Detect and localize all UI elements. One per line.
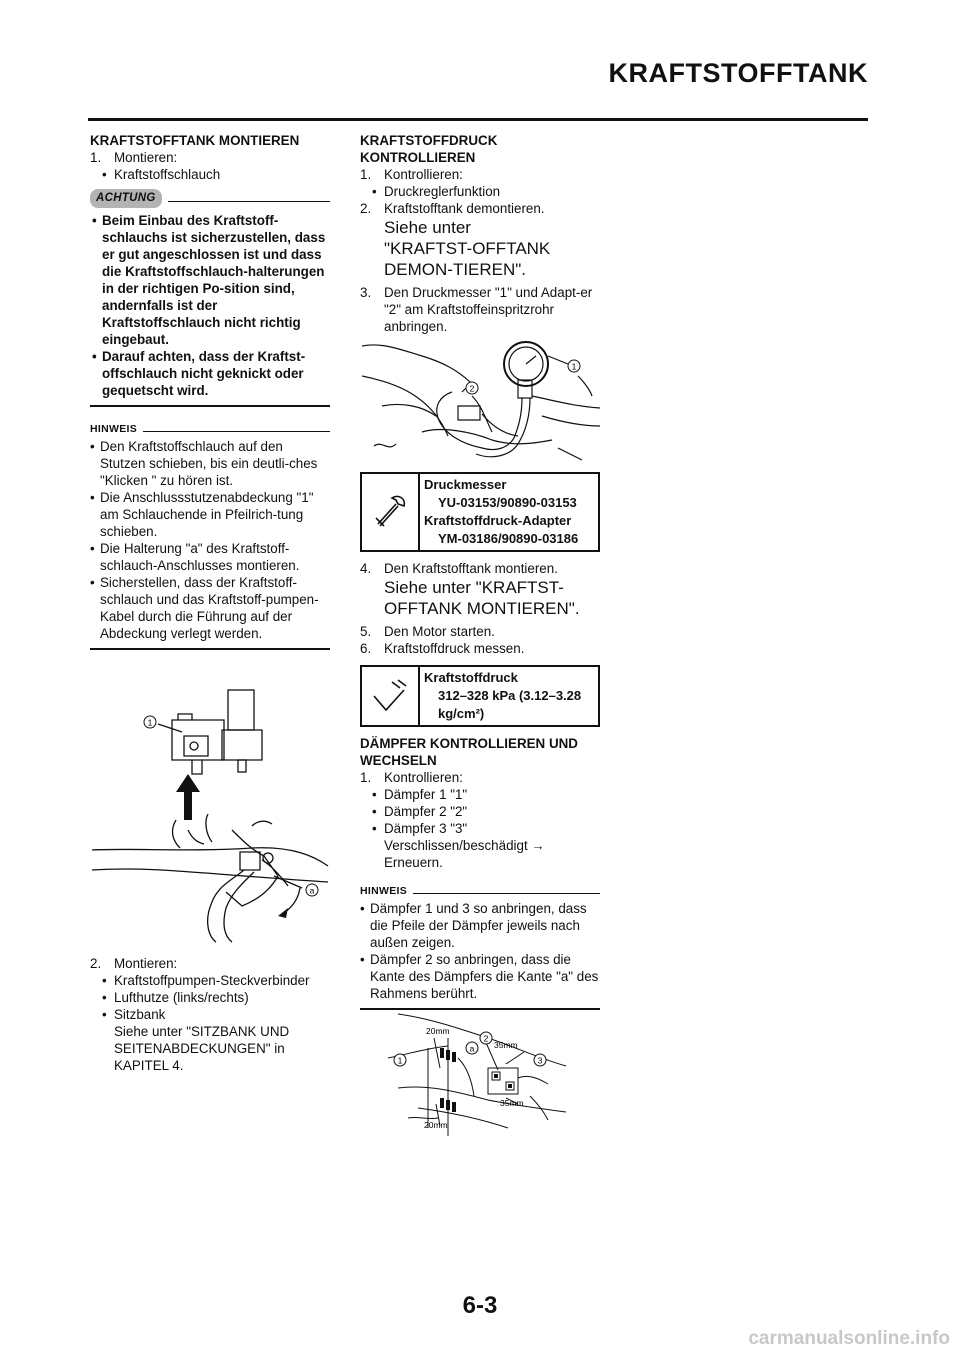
step-text: Den Druckmesser "1" und Adapt-er "2" am Kraftstoffeinspritzrohr anbringen. xyxy=(384,285,593,334)
divider xyxy=(143,431,330,433)
note-header xyxy=(360,883,600,900)
figure-label-2: 2 xyxy=(469,383,475,394)
step xyxy=(360,623,600,640)
section-heading: KRAFTSTOFFDRUCK KONTROLLIEREN xyxy=(360,133,498,165)
warning-item: • Beim Einbau des Kraftstoff-schlauchs ist sicherzustellen, dass er gut angeschlossen ist und dass die Kraftstoffschlauch-halterungen in der richtigen Po-sition sind, andernfalls ist der Kraftstoffschlauch nicht richtig eingebaut. xyxy=(92,212,330,348)
step xyxy=(360,284,600,335)
note-item: • Dämpfer 2 so anbringen, dass die Kante des Dämpfers die Kante "a" des Rahmens berührt. xyxy=(360,951,600,1002)
note-item: • Dämpfer 1 und 3 so anbringen, dass die Pfeile der Dämpfer jeweils nach außen zeigen. xyxy=(360,900,600,951)
step-text: Kraftstofftank demontieren. xyxy=(384,201,545,216)
divider xyxy=(413,893,600,895)
step-number: 4. xyxy=(360,561,372,576)
note-item: • Sicherstellen, dass der Kraftstoff-schlauch und das Kraftstoff-pumpen-Kabel durch die Führung auf der Abdeckung verlegt werden. xyxy=(90,574,330,642)
figure-label-1: 1 xyxy=(147,717,153,728)
page-number: 6-3 xyxy=(462,1292,498,1319)
dimension-label: 35mm xyxy=(494,1040,518,1050)
result-text: Verschlissen/beschädigt xyxy=(384,838,528,853)
spec-box xyxy=(360,665,600,727)
arrow-up-icon xyxy=(176,774,200,820)
spec-value: 312–328 kPa (3.12–3.28 xyxy=(438,688,582,703)
result-text: Erneuern. xyxy=(384,855,443,870)
reference-text: Siehe unter "SITZBANK UND SEITENABDECKUNGEN" in KAPITEL 4. xyxy=(114,1024,290,1073)
list-item: • Sitzbank xyxy=(90,1006,340,1023)
step-text: Kontrollieren: xyxy=(384,770,463,785)
watermark: carmanualsonline.info xyxy=(748,1328,950,1349)
spec-unit: kg/cm²) xyxy=(438,706,485,721)
figure-label-2: 2 xyxy=(483,1033,489,1044)
special-tool-box xyxy=(360,472,600,552)
step xyxy=(90,149,330,166)
warning-item: • Darauf achten, dass der Kraftst-offschlauch nicht geknickt oder gequetscht wird. xyxy=(92,348,330,399)
step-text: Kontrollieren: xyxy=(384,167,463,182)
list-item: • Lufthutze (links/rechts) xyxy=(90,989,340,1006)
note-item: • Den Kraftstoffschlauch auf den Stutzen schieben, bis ein deutli-ches "Klicken " zu hören ist. xyxy=(90,438,330,489)
tool-number: YM-03186/90890-03186 xyxy=(438,531,579,546)
left-column-bottom xyxy=(90,955,340,1074)
note-header xyxy=(90,421,330,438)
list-item: • Dämpfer 2 "2" xyxy=(360,803,600,820)
warning-label: ACHTUNG xyxy=(90,189,162,208)
step-text: Kraftstoffdruck messen. xyxy=(384,641,525,656)
list-item: • Kraftstoffschlauch xyxy=(90,166,330,183)
dimension-label: 20mm xyxy=(426,1026,450,1036)
step xyxy=(360,200,600,217)
section-heading: DÄMPFER KONTROLLIEREN UND WECHSELN xyxy=(360,736,578,768)
step xyxy=(360,769,600,786)
step-number: 1. xyxy=(360,167,372,182)
right-column xyxy=(360,132,600,335)
page-title: KRAFTSTOFFTANK xyxy=(608,58,868,88)
figure-label-3: 3 xyxy=(537,1055,543,1066)
pressure-gauge-figure xyxy=(362,336,600,466)
figure-label-1: 1 xyxy=(397,1055,403,1066)
note-item: • Die Halterung "a" des Kraftstoff-schlauch-Anschlusses montieren. xyxy=(90,540,330,574)
step xyxy=(360,560,600,577)
tool-number: YU-03153/90890-03153 xyxy=(438,495,577,510)
step-text: Montieren: xyxy=(114,150,178,165)
note-label: HINWEIS xyxy=(360,885,408,897)
step-number: 1. xyxy=(360,770,372,785)
tool-wrench-icon xyxy=(362,474,420,550)
step xyxy=(90,955,340,972)
damper-figure xyxy=(388,1008,570,1144)
figure-label-1: 1 xyxy=(571,361,577,372)
spec-name: Kraftstoffdruck xyxy=(424,670,518,685)
step xyxy=(360,166,600,183)
section-heading: KRAFTSTOFFTANK MONTIEREN xyxy=(90,133,300,148)
dimension-label: 35mm xyxy=(500,1098,524,1108)
divider xyxy=(90,648,330,650)
left-column xyxy=(90,132,330,650)
list-item: • Dämpfer 3 "3" xyxy=(360,820,600,837)
note-list xyxy=(90,438,330,642)
step-number: 3. xyxy=(360,285,372,300)
header-rule xyxy=(88,118,868,121)
divider xyxy=(168,201,330,203)
step-number: 2. xyxy=(90,956,102,971)
list-item: • Kraftstoffpumpen-Steckverbinder xyxy=(90,972,340,989)
note-label: HINWEIS xyxy=(90,423,138,435)
step-text: Den Motor starten. xyxy=(384,624,495,639)
step-text: Den Kraftstofftank montieren. xyxy=(384,561,558,576)
list-item: • Druckreglerfunktion xyxy=(360,183,600,200)
list-item: • Dämpfer 1 "1" xyxy=(360,786,600,803)
reference-text: Siehe unter "KRAFTST-OFFTANK DEMON-TIEREN". xyxy=(384,218,551,279)
step xyxy=(360,640,600,657)
tool-name: Druckmesser xyxy=(424,477,507,492)
step-number: 2. xyxy=(360,201,372,216)
arrow-right-icon: → xyxy=(531,838,545,853)
reference-text: Siehe unter "KRAFTST-OFFTANK MONTIEREN". xyxy=(384,578,580,618)
divider xyxy=(90,405,330,407)
figure-label-a: a xyxy=(309,885,315,896)
warning-list xyxy=(90,212,330,399)
result-line xyxy=(360,837,600,854)
spec-check-icon xyxy=(362,667,420,725)
dimension-label: 20mm xyxy=(424,1120,448,1130)
right-column-mid xyxy=(360,464,600,1010)
tool-name: Kraftstoffdruck-Adapter xyxy=(424,513,572,528)
step-number: 6. xyxy=(360,641,372,656)
note-item: • Die Anschlussstutzenabdeckung "1" am Schlauchende in Pfeilrich-tung schieben. xyxy=(90,489,330,540)
warning-header xyxy=(90,189,330,208)
step-number: 1. xyxy=(90,150,102,165)
note-list xyxy=(360,900,600,1002)
step-text: Montieren: xyxy=(114,956,178,971)
figure-label-a: a xyxy=(469,1043,475,1054)
fuel-hose-connector-figure xyxy=(92,680,330,945)
step-number: 5. xyxy=(360,624,372,639)
